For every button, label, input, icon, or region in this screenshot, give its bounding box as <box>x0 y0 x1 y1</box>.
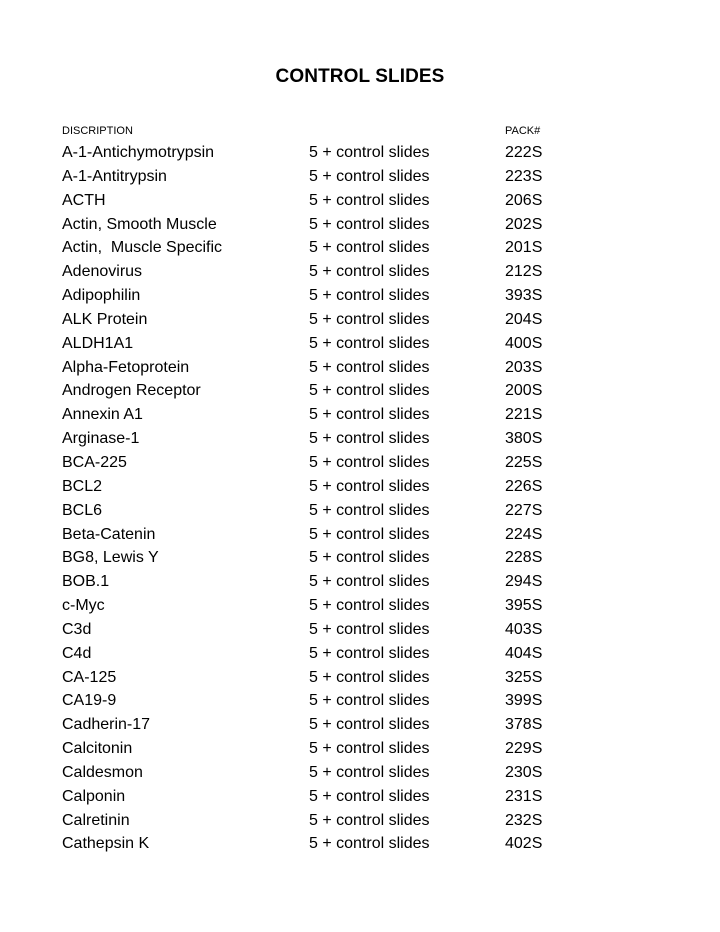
row-pack-number: 229S <box>505 740 543 758</box>
table-row <box>0 809 720 833</box>
table-row <box>0 308 720 332</box>
row-pack-number: 393S <box>505 287 543 305</box>
row-description: CA-125 <box>62 668 117 686</box>
row-quantity: 5 + control slides <box>309 716 430 734</box>
row-quantity: 5 + control slides <box>309 787 430 805</box>
row-description: ACTH <box>62 191 106 209</box>
row-description: BCL2 <box>62 477 103 495</box>
row-quantity: 5 + control slides <box>309 215 430 233</box>
row-description: Calretinin <box>62 811 130 829</box>
row-quantity: 5 + control slides <box>309 430 430 448</box>
table-row <box>0 427 720 451</box>
row-quantity: 5 + control slides <box>309 310 430 328</box>
table-row <box>0 618 720 642</box>
row-pack-number: 231S <box>505 787 543 805</box>
table-row <box>0 761 720 785</box>
table-row <box>0 379 720 403</box>
row-quantity: 5 + control slides <box>309 644 430 662</box>
row-pack-number: 380S <box>505 430 543 448</box>
row-pack-number: 204S <box>505 310 543 328</box>
row-pack-number: 227S <box>505 501 543 519</box>
row-quantity: 5 + control slides <box>309 763 430 781</box>
table-row <box>0 594 720 618</box>
table-row <box>0 546 720 570</box>
row-description: Caldesmon <box>62 763 143 781</box>
row-pack-number: 228S <box>505 549 543 567</box>
row-pack-number: 404S <box>505 644 543 662</box>
row-quantity: 5 + control slides <box>309 358 430 376</box>
row-description: Actin, Smooth Muscle <box>62 215 217 233</box>
row-quantity: 5 + control slides <box>309 597 430 615</box>
table-row <box>0 356 720 380</box>
row-pack-number: 226S <box>505 477 543 495</box>
row-pack-number: 400S <box>505 334 543 352</box>
table-row <box>0 165 720 189</box>
control-slides-table <box>0 141 720 856</box>
row-pack-number: 225S <box>505 453 543 471</box>
row-pack-number: 200S <box>505 382 543 400</box>
row-quantity: 5 + control slides <box>309 287 430 305</box>
row-description: ALK Protein <box>62 310 148 328</box>
row-quantity: 5 + control slides <box>309 668 430 686</box>
row-pack-number: 230S <box>505 763 543 781</box>
table-row <box>0 332 720 356</box>
row-quantity: 5 + control slides <box>309 525 430 543</box>
row-quantity: 5 + control slides <box>309 144 430 161</box>
row-pack-number: 403S <box>505 620 543 638</box>
row-quantity: 5 + control slides <box>309 811 430 829</box>
table-row <box>0 475 720 499</box>
row-quantity: 5 + control slides <box>309 334 430 352</box>
row-pack-number: 212S <box>505 263 543 281</box>
row-pack-number: 232S <box>505 811 543 829</box>
table-row <box>0 666 720 690</box>
table-row <box>0 713 720 737</box>
row-description: Arginase-1 <box>62 430 140 448</box>
row-quantity: 5 + control slides <box>309 835 430 853</box>
table-row <box>0 260 720 284</box>
row-description: BOB.1 <box>62 573 110 591</box>
table-row <box>0 689 720 713</box>
row-quantity: 5 + control slides <box>309 501 430 519</box>
row-quantity: 5 + control slides <box>309 620 430 638</box>
table-row <box>0 284 720 308</box>
table-row <box>0 213 720 237</box>
row-description: Annexin A1 <box>62 406 143 424</box>
row-pack-number: 221S <box>505 406 543 424</box>
table-row <box>0 785 720 809</box>
table-row <box>0 403 720 427</box>
row-pack-number: 224S <box>505 525 543 543</box>
row-description: Calcitonin <box>62 740 133 758</box>
row-description: BG8, Lewis Y <box>62 549 159 567</box>
row-quantity: 5 + control slides <box>309 453 430 471</box>
row-description: Alpha-Fetoprotein <box>62 358 190 376</box>
table-row <box>0 236 720 260</box>
row-quantity: 5 + control slides <box>309 239 430 257</box>
row-pack-number: 402S <box>505 835 543 853</box>
table-row <box>0 642 720 666</box>
row-description: A-1-Antichymotrypsin <box>62 144 215 161</box>
table-row <box>0 141 720 165</box>
row-pack-number: 206S <box>505 191 543 209</box>
row-pack-number: 223S <box>505 167 543 185</box>
pack-column-header: PACK# <box>505 125 541 137</box>
description-column-header: DISCRIPTION <box>62 125 133 137</box>
row-pack-number: 378S <box>505 716 543 734</box>
row-pack-number: 399S <box>505 692 543 710</box>
row-description: Adipophilin <box>62 287 141 305</box>
table-row <box>0 523 720 547</box>
row-quantity: 5 + control slides <box>309 549 430 567</box>
row-description: Androgen Receptor <box>62 382 201 400</box>
table-row <box>0 499 720 523</box>
page-title: CONTROL SLIDES <box>275 66 445 87</box>
row-quantity: 5 + control slides <box>309 573 430 591</box>
row-description: C4d <box>62 644 92 662</box>
row-description: Cadherin-17 <box>62 716 151 734</box>
row-quantity: 5 + control slides <box>309 740 430 758</box>
row-description: BCA-225 <box>62 453 127 471</box>
row-description: c-Myc <box>62 597 105 615</box>
row-description: C3d <box>62 620 92 638</box>
row-pack-number: 202S <box>505 215 543 233</box>
row-description: BCL6 <box>62 501 103 519</box>
table-row <box>0 451 720 475</box>
row-pack-number: 203S <box>505 358 543 376</box>
row-description: CA19-9 <box>62 692 117 710</box>
row-quantity: 5 + control slides <box>309 167 430 185</box>
row-pack-number: 201S <box>505 239 543 257</box>
row-quantity: 5 + control slides <box>309 382 430 400</box>
row-pack-number: 325S <box>505 668 543 686</box>
table-row <box>0 737 720 761</box>
table-row <box>0 570 720 594</box>
row-quantity: 5 + control slides <box>309 263 430 281</box>
row-quantity: 5 + control slides <box>309 477 430 495</box>
row-pack-number: 222S <box>505 144 543 161</box>
row-description: A-1-Antitrypsin <box>62 167 167 185</box>
table-header <box>0 125 720 139</box>
table-row <box>0 832 720 856</box>
row-quantity: 5 + control slides <box>309 406 430 424</box>
table-row <box>0 189 720 213</box>
row-pack-number: 395S <box>505 597 543 615</box>
row-quantity: 5 + control slides <box>309 692 430 710</box>
row-description: ALDH1A1 <box>62 334 134 352</box>
row-description: Cathepsin K <box>62 835 150 853</box>
row-description: Actin, Muscle Specific <box>62 239 223 257</box>
row-description: Calponin <box>62 787 126 805</box>
row-quantity: 5 + control slides <box>309 191 430 209</box>
row-description: Adenovirus <box>62 263 143 281</box>
row-description: Beta-Catenin <box>62 525 156 543</box>
row-pack-number: 294S <box>505 573 543 591</box>
